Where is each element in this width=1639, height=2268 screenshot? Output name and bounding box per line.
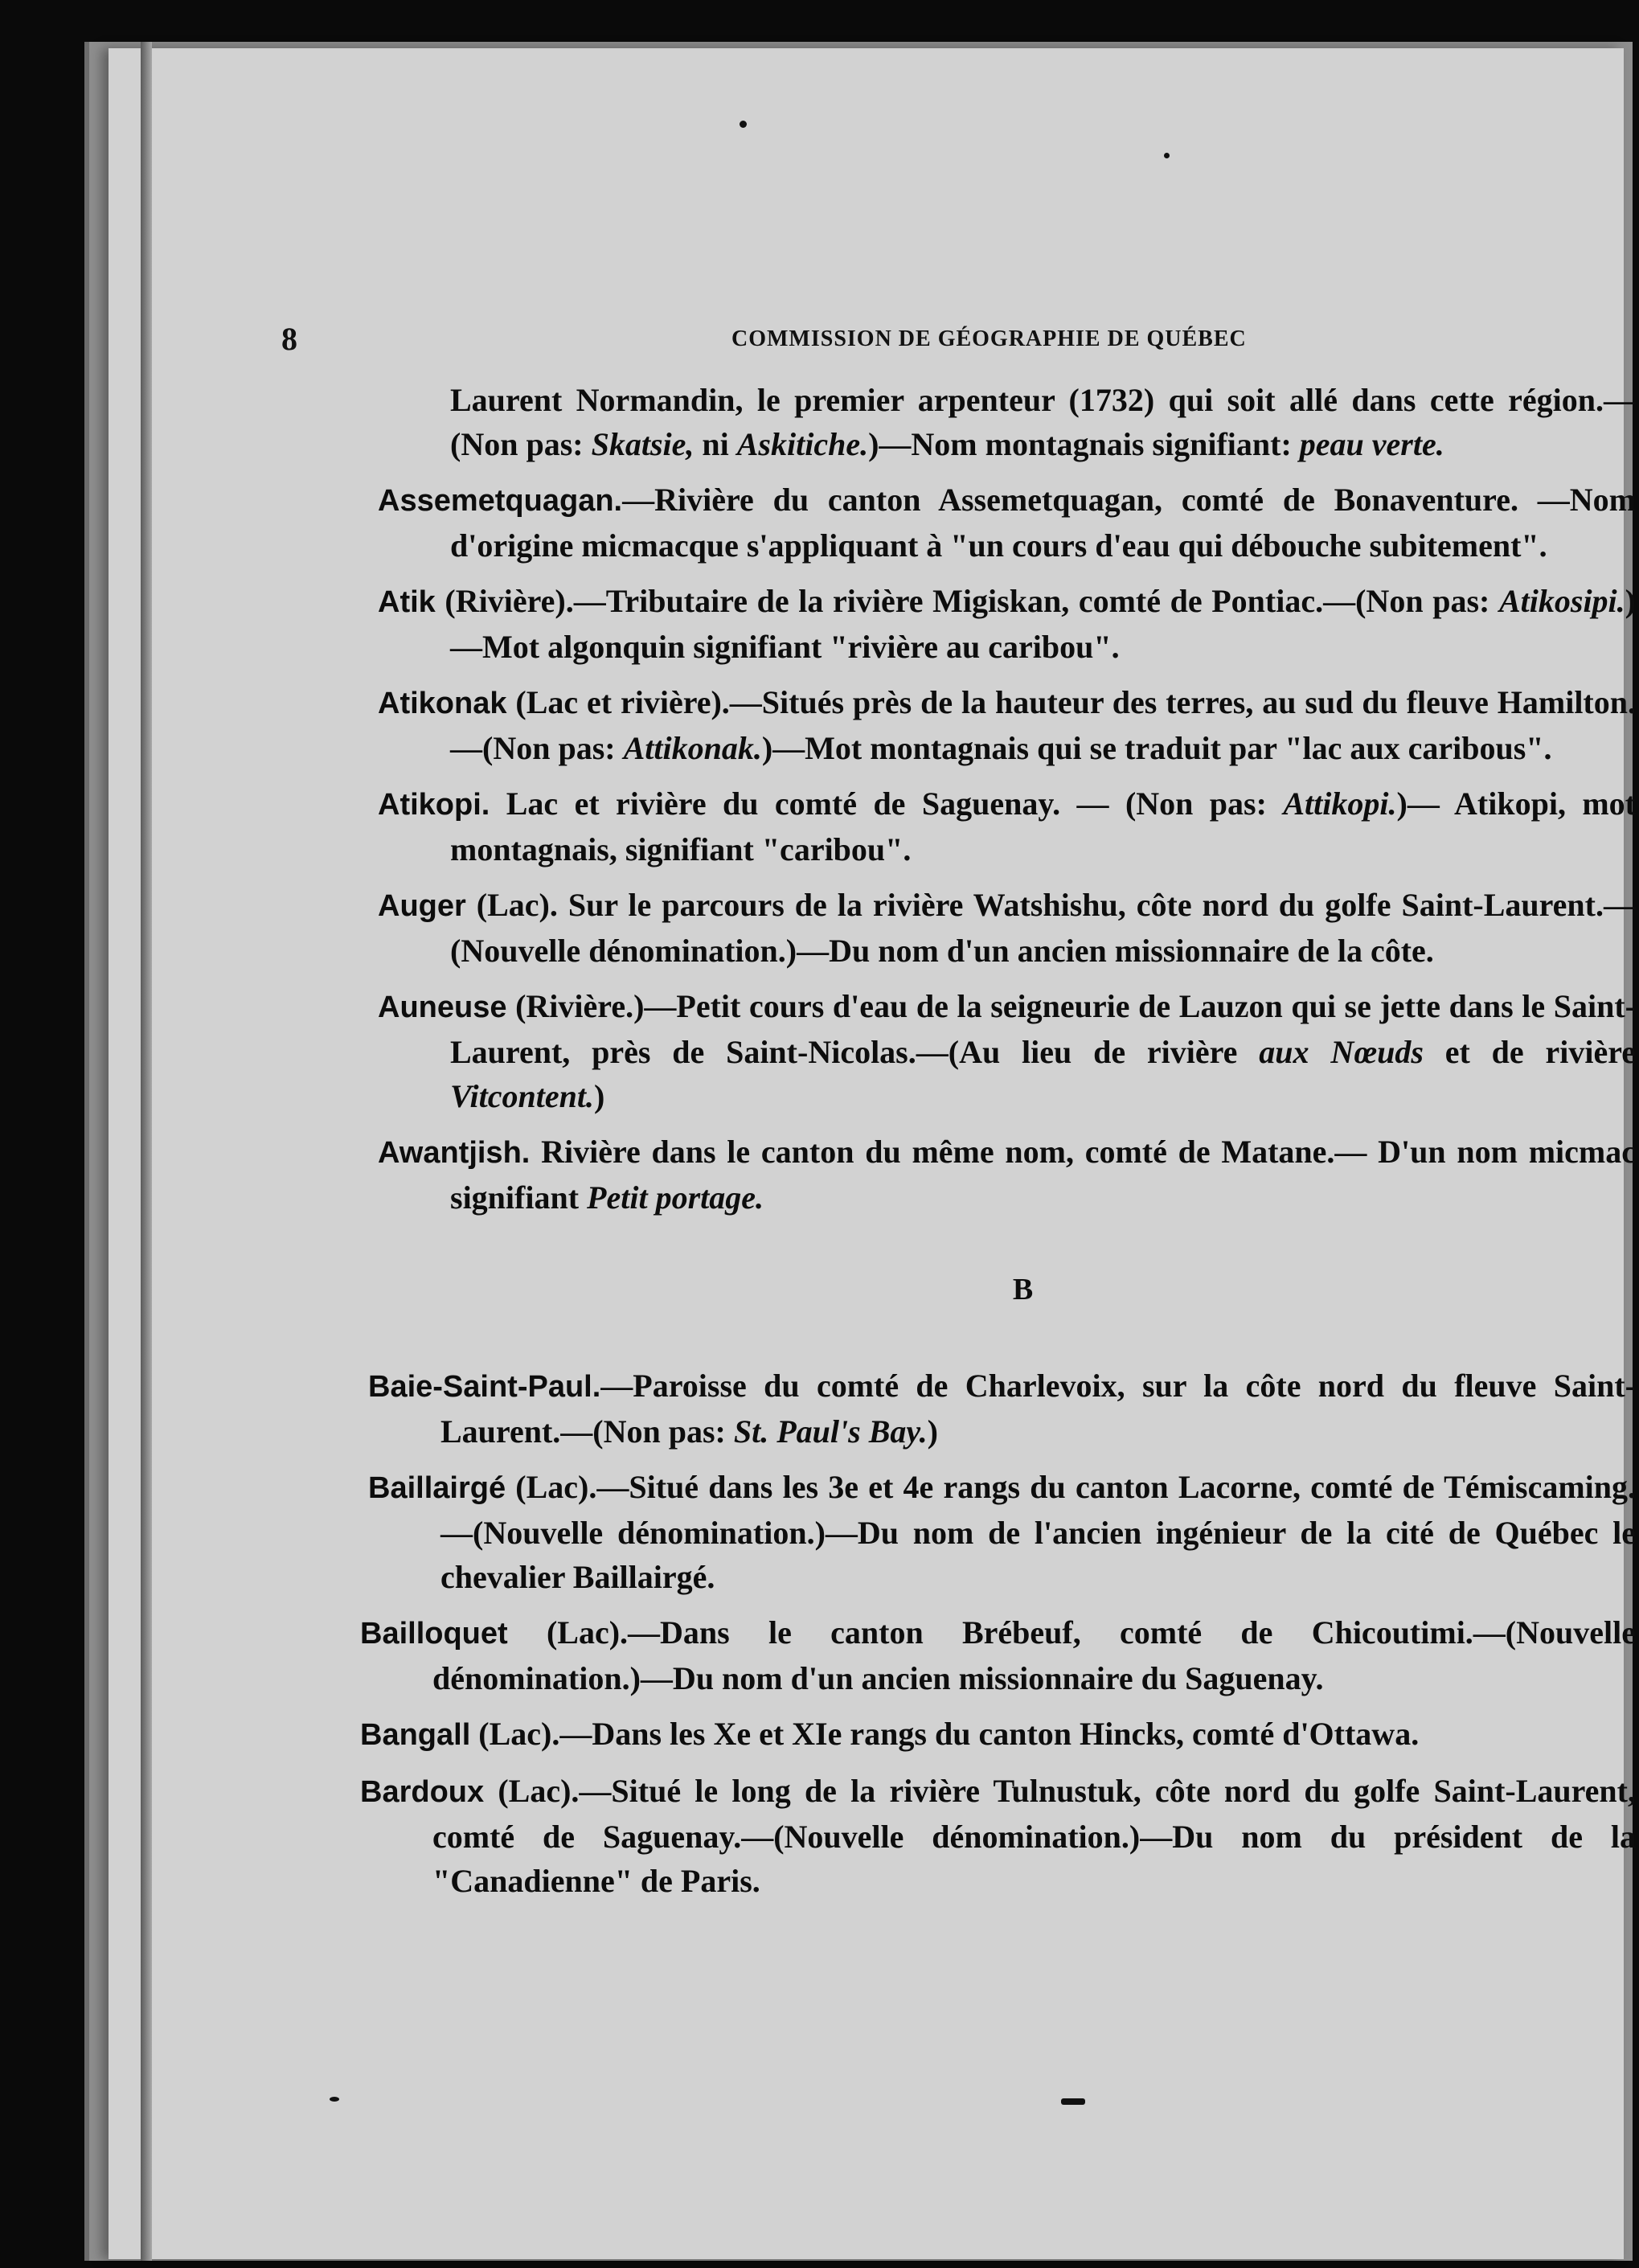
entry-text: (Lac).—Situé dans les 3e et 4e rangs du canton Lacorne, comté de Témiscaming.—(Nouvelle dénomination.)—Du nom de l'ancien ingénieur de la cité de Québec le chevalier Baillairgé. [440, 1469, 1636, 1595]
entry-text: (Rivière.)—Petit cours d'eau de la seigneurie de Lauzon qui se jette dans le Saint-Laurent, près de Saint-Nicolas.—(Au lieu de rivière [450, 988, 1636, 1070]
entry-text: )— Atikopi, mot montagnais, signifiant "caribou". [450, 785, 1636, 867]
entry-text: (Lac et rivière).—Situés près de la hauteur des terres, au sud du fleuve Hamilton.—(Non pas: [450, 684, 1636, 766]
entry-text: Rivière dans le canton du même nom, comté de Matane.— D'un nom micmac signifiant [450, 1134, 1636, 1216]
gazetteer-entry [378, 579, 1636, 669]
entries-letter-a [378, 378, 1636, 1220]
entry-headword: Baillairgé [368, 1471, 506, 1505]
entry-headword: Bangall [360, 1718, 471, 1752]
scan-speck [1061, 2098, 1085, 2105]
entry-headword: Bardoux [360, 1775, 485, 1809]
entry-headword: Atikonak [378, 687, 507, 720]
entry-text: (Lac).—Dans le canton Brébeuf, comté de Chicoutimi.—(Nouvelle dénomination.)—Du nom d'un ancien missionnaire du Saguenay. [432, 1614, 1636, 1696]
gazetteer-entry [378, 378, 1636, 466]
scan-speck [1164, 153, 1170, 158]
entry-text: )—Mot montagnais qui se traduit par "lac aux caribous". [761, 730, 1552, 766]
gazetteer-entry [378, 781, 1636, 872]
gazetteer-entry [360, 1712, 1636, 1757]
entry-headword: Atik [378, 585, 436, 619]
entry-headword: Atikopi. [378, 788, 490, 822]
entry-text: )—Mot algonquin signifiant "rivière au caribou". [450, 583, 1636, 665]
entry-italic-text: Petit portage. [587, 1179, 764, 1216]
scan-speck [740, 121, 747, 128]
page-body [360, 378, 1637, 1914]
entry-headword: Auger [378, 889, 466, 923]
entry-headword: Awantjish. [378, 1136, 531, 1170]
page-header [281, 320, 1624, 360]
entry-italic-text: Skatsie, [591, 426, 695, 462]
entry-headword: Auneuse [378, 990, 507, 1024]
entry-headword: Baie-Saint-Paul. [368, 1370, 601, 1404]
gazetteer-entry [378, 478, 1636, 568]
entry-italic-text: aux Nœuds [1259, 1034, 1424, 1070]
entry-text: Laurent Normandin, le premier arpenteur (1732) qui soit allé dans cette région.—(Non pas: [450, 382, 1636, 462]
entry-italic-text: peau verte. [1299, 426, 1444, 462]
gazetteer-entry [368, 1364, 1636, 1454]
entry-text: )—Nom montagnais signifiant: [868, 426, 1300, 462]
entry-text: (Lac).—Situé le long de la rivière Tulnustuk, côte nord du golfe Saint-Laurent, comté de Saguenay.—(Nouvelle dénomination.)—Du nom du président de la "Canadienne" de Paris. [432, 1773, 1636, 1899]
entry-italic-text: Attikonak. [623, 730, 762, 766]
entry-italic-text: Attikopi. [1283, 785, 1397, 822]
entry-italic-text: St. Paul's Bay. [733, 1413, 928, 1450]
gazetteer-entry [360, 1769, 1636, 1903]
entry-text: (Lac).—Dans les Xe et XIe rangs du canton Hincks, comté d'Ottawa. [470, 1716, 1420, 1752]
gazetteer-entry [378, 1130, 1636, 1220]
entry-text: et de rivière [1423, 1034, 1637, 1070]
entry-headword: Assemetquagan. [378, 484, 623, 518]
page-fold-shadow [141, 42, 152, 2261]
entry-text: ) [593, 1078, 605, 1114]
gazetteer-entry [378, 984, 1636, 1118]
entry-text: (Lac). Sur le parcours de la rivière Watshishu, côte nord du golfe Saint-Laurent.—(Nouvelle dénomination.)—Du nom d'un ancien missionnaire de la côte. [450, 887, 1636, 969]
entry-text: ) [927, 1413, 938, 1450]
entry-text: —Rivière du canton Assemetquagan, comté de Bonaventure. —Nom d'origine micmacque s'appliquant à "un cours d'eau qui débouche subitement". [450, 482, 1636, 564]
entry-text: ni [694, 426, 737, 462]
gazetteer-entry [378, 883, 1636, 973]
entry-text: Lac et rivière du comté de Saguenay. — (Non pas: [490, 785, 1284, 822]
section-letter: B [1012, 1273, 1034, 1306]
entry-text: (Rivière).—Tributaire de la rivière Migiskan, comté de Pontiac.—(Non pas: [435, 583, 1499, 619]
entry-headword: Bailloquet [360, 1617, 508, 1651]
entry-text: —Paroisse du comté de Charlevoix, sur la côte nord du fleuve Saint-Laurent.—(Non pas: [440, 1368, 1636, 1450]
entries-letter-b [360, 1364, 1636, 1903]
entry-italic-text: Askitiche. [736, 426, 869, 462]
gazetteer-entry [378, 680, 1636, 770]
entry-italic-text: Atikosipi. [1498, 583, 1625, 619]
running-title: COMMISSION DE GÉOGRAPHIE DE QUÉBEC [731, 326, 1247, 351]
gazetteer-entry [360, 1610, 1636, 1700]
entry-italic-text: Vitcontent. [450, 1078, 594, 1114]
page-number: 8 [281, 321, 297, 357]
gazetteer-entry [368, 1465, 1636, 1599]
scan-speck [330, 2097, 339, 2102]
